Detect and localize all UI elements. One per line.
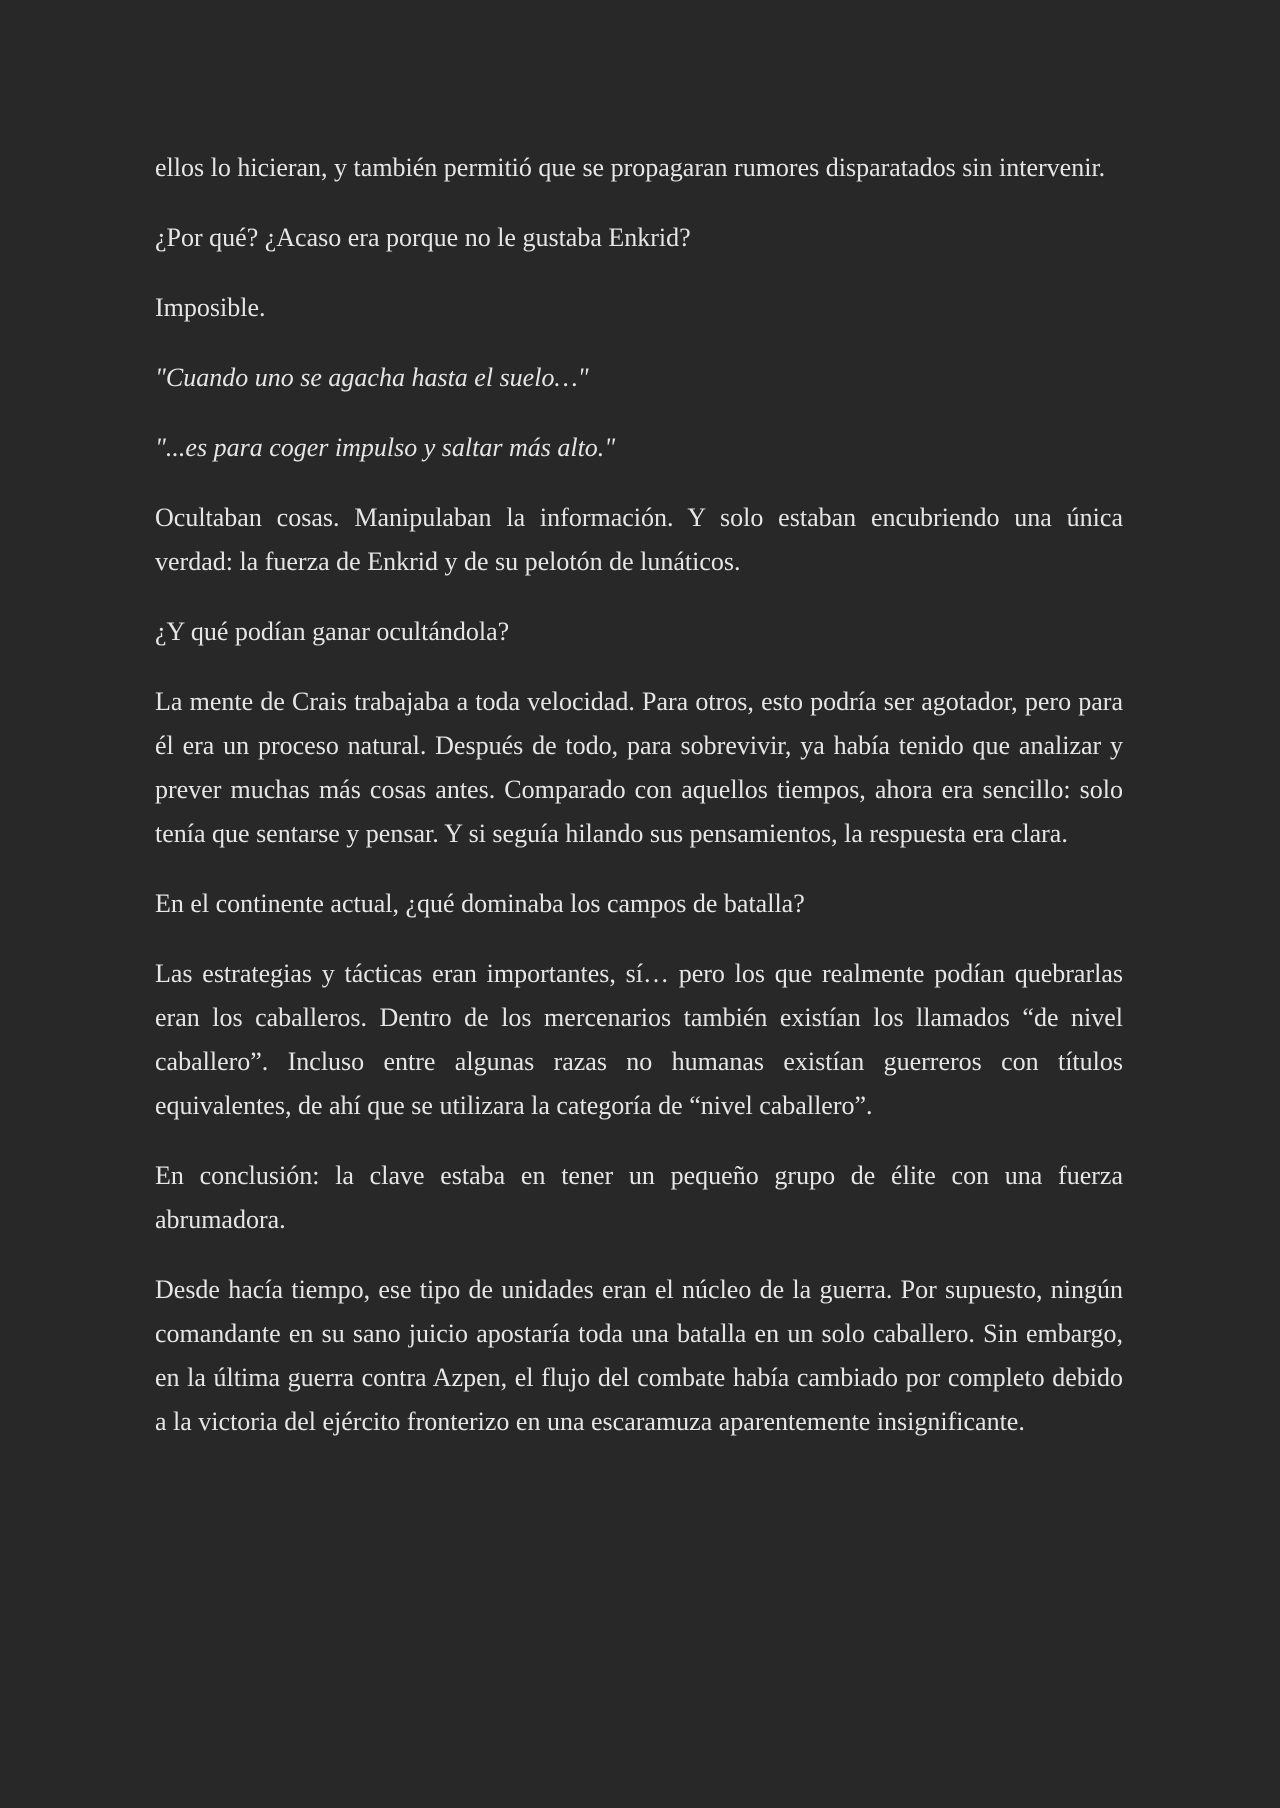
italic-quote: "Cuando uno se agacha hasta el suelo…"	[155, 363, 589, 392]
paragraph: Ocultaban cosas. Manipulaban la información. Y solo estaban encubriendo una única verdad: la fuerza de Enkrid y de su pelotón de lunáticos.	[155, 503, 1123, 576]
paragraph: ¿Y qué podían ganar ocultándola?	[155, 617, 510, 646]
paragraph: En conclusión: la clave estaba en tener un pequeño grupo de élite con una fuerza abrumadora.	[155, 1161, 1123, 1234]
paragraph: La mente de Crais trabajaba a toda velocidad. Para otros, esto podría ser agotador, pero para él era un proceso natural. Después de todo, para sobrevivir, ya había tenido que analizar y prever muchas más cosas antes. Comparado con aquellos tiempos, ahora era sencillo: solo tenía que sentarse y pensar. Y si seguía hilando sus pensamientos, la respuesta era clara.	[155, 687, 1123, 848]
italic-quote: "...es para coger impulso y saltar más alto."	[155, 433, 616, 462]
paragraph: Las estrategias y tácticas eran importantes, sí… pero los que realmente podían quebrarlas eran los caballeros. Dentro de los mercenarios también existían los llamados “de nivel caballero”. Incluso entre algunas razas no humanas existían guerreros con títulos equivalentes, de ahí que se utilizara la categoría de “nivel caballero”.	[155, 959, 1123, 1120]
paragraph: Desde hacía tiempo, ese tipo de unidades eran el núcleo de la guerra. Por supuesto, ningún comandante en su sano juicio apostaría toda una batalla en un solo caballero. Sin embargo, en la última guerra contra Azpen, el flujo del combate había cambiado por completo debido a la victoria del ejército fronterizo en una escaramuza aparentemente insignificante.	[155, 1275, 1123, 1436]
paragraph: ¿Por qué? ¿Acaso era porque no le gustaba Enkrid?	[155, 223, 691, 252]
paragraph: Imposible.	[155, 293, 266, 322]
paragraph: En el continente actual, ¿qué dominaba los campos de batalla?	[155, 889, 805, 918]
paragraph: ellos lo hicieran, y también permitió que se propagaran rumores disparatados sin intervenir.	[155, 153, 1106, 182]
document-body	[155, 146, 1123, 1470]
